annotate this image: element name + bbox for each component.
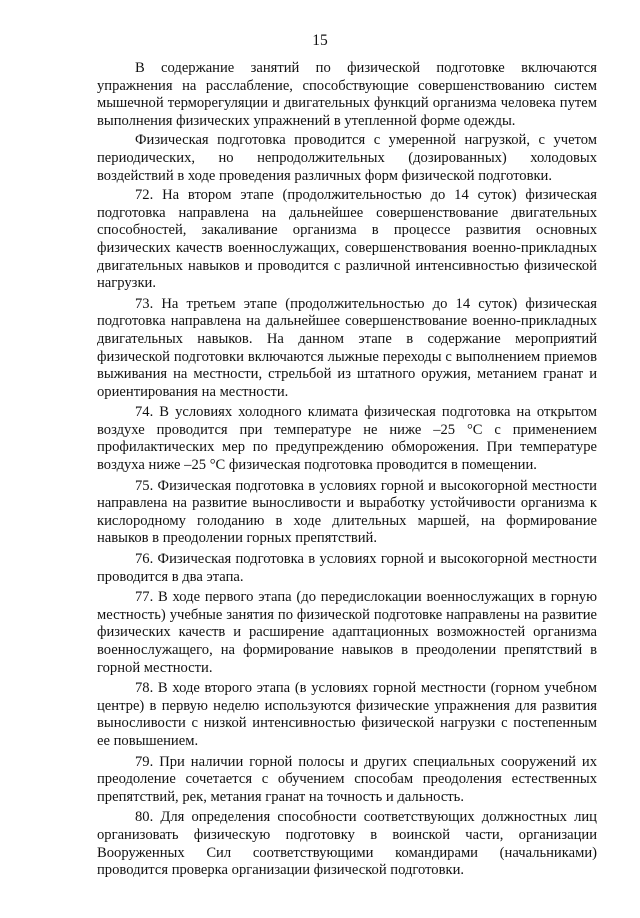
paragraph-moderate-load: Физическая подготовка проводится с умеренной нагрузкой, с учетом периодических, но непродолжительных (дозированных) холодовых воздействий в ходе проведения различных форм физической подготовки.	[97, 132, 597, 184]
paragraph-79: 79. При наличии горной полосы и других специальных сооружений их преодоление сочетается с обучением способам преодоления естественных препятствий, рек, метания гранат на точность и дальность.	[97, 753, 597, 805]
paragraph-75: 75. Физическая подготовка в условиях горной и высокогорной местности направлена на развитие выносливости и выработку устойчивости организма к кислородному голоданию в ходе длительных маршей, на формирование навыков в преодолении горных препятствий.	[97, 477, 597, 547]
paragraph-76: 76. Физическая подготовка в условиях горной и высокогорной местности проводится в два этапа.	[97, 551, 597, 585]
paragraph-intro-exercises: В содержание занятий по физической подготовке включаются упражнения на расслабление, способствующие совершенствованию систем мышечной терморегуляции и двигательных функций организма человека путем выполнения физических упражнений в утепленной форме одежды.	[97, 60, 597, 129]
paragraph-80: 80. Для определения способности соответствующих должностных лиц организовать физическую подготовку в воинской части, организации Вооруженных Сил соответствующими командирами (начальниками) проводится проверка организации физической подготовки.	[97, 809, 597, 879]
page-number: 15	[312, 32, 328, 49]
paragraph-73: 73. На третьем этапе (продолжительностью до 14 суток) физическая подготовка направлена на дальнейшее совершенствование военно-прикладных двигательных навыков. На данном этапе в содержание мероприятий физической подготовки включаются лыжные переходы с выполнением приемов выживания на местности, стрельбой из штатного оружия, метанием гранат и ориентирования на местности.	[97, 295, 597, 400]
paragraph-77: 77. В ходе первого этапа (до передислокации военнослужащих в горную местность) учебные занятия по физической подготовке направлены на развитие физических качеств и расширение адаптационных возможностей организма военнослужащего, на формирование навыков в преодолении препятствий в горной местности.	[97, 589, 597, 676]
paragraph-72: 72. На втором этапе (продолжительностью до 14 суток) физическая подготовка направлена на дальнейшее совершенствование двигательных способностей, закаливание организма в процессе развития основных физических качеств военнослужащих, совершенствования военно-прикладных двигательных навыков и проводится с различной интенсивностью физической нагрузки.	[97, 187, 597, 292]
paragraph-74: 74. В условиях холодного климата физическая подготовка на открытом воздухе проводится при температуре не ниже –25 °С с применением профилактических мер по предупреждению обморожения. При температуре воздуха ниже –25 °С физическая подготовка проводится в помещении.	[97, 404, 597, 474]
document-body	[97, 60, 597, 883]
paragraph-78: 78. В ходе второго этапа (в условиях горной местности (горном учебном центре) в первую неделю используются физические упражнения для развития выносливости с низкой интенсивностью физической нагрузки с постепенным ее повышением.	[97, 680, 597, 749]
